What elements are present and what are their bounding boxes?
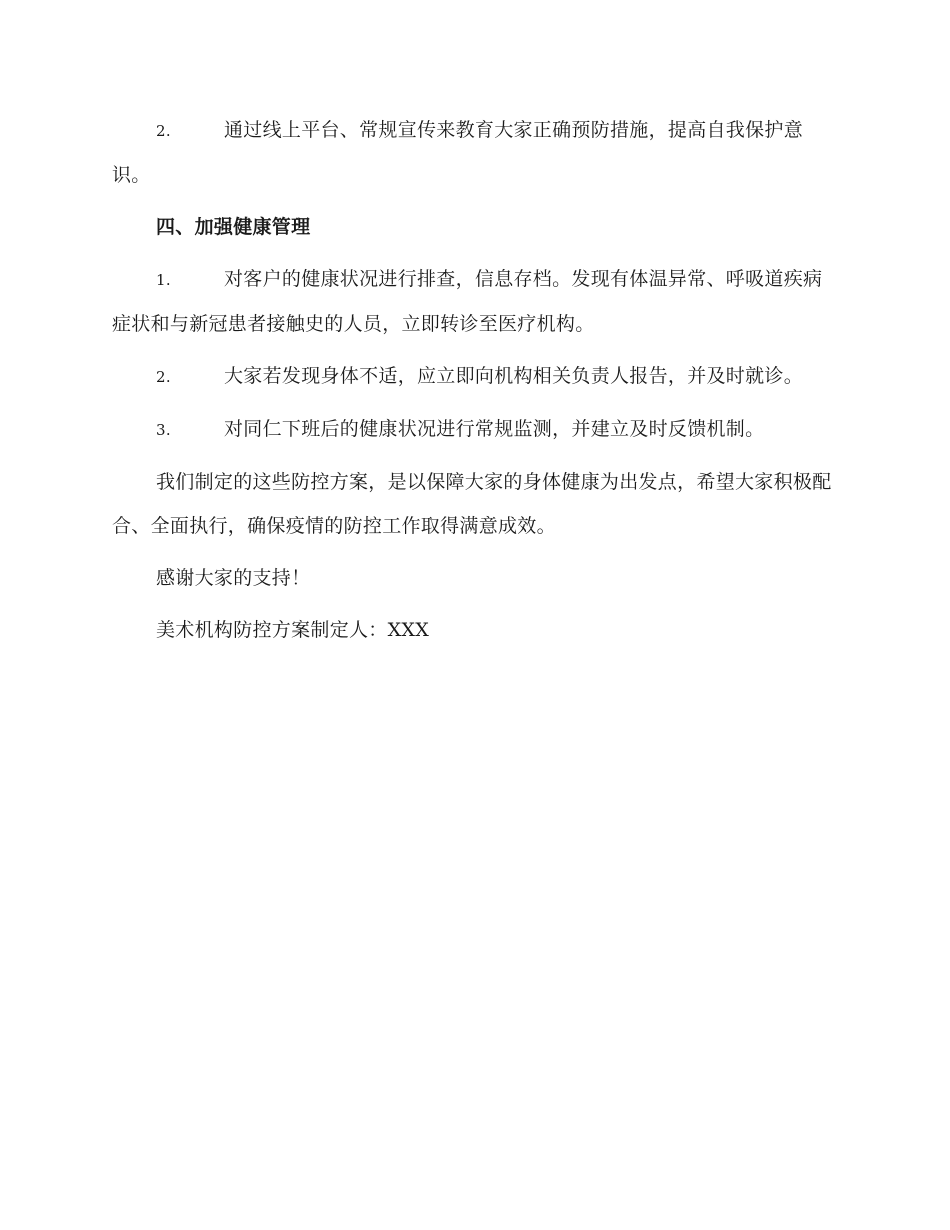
list-item-text: 通过线上平台、常规宣传来教育大家正确预防措施，提高自我保护意识。	[112, 119, 804, 186]
list-item	[112, 354, 836, 399]
list-item-number: 1.	[156, 271, 171, 289]
list-item-text: 对同仁下班后的健康状况进行常规监测，并建立及时反馈机制。	[224, 418, 765, 440]
list-item	[112, 108, 836, 197]
list-item-number: 2.	[156, 122, 171, 140]
author-line: 美术机构防控方案制定人：XXX	[156, 619, 430, 641]
document-body	[112, 108, 836, 660]
list-item-number: 2.	[156, 368, 171, 386]
list-item	[112, 257, 836, 346]
list-item-text: 大家若发现身体不适，应立即向机构相关负责人报告，并及时就诊。	[224, 365, 804, 387]
list-item-text: 对客户的健康状况进行排查，信息存档。发现有体温异常、呼吸道疾病症状和与新冠患者接触史的人员，立即转诊至医疗机构。	[112, 268, 823, 335]
list-item-number: 3.	[156, 421, 171, 439]
closing-paragraph: 我们制定的这些防控方案，是以保障大家的身体健康为出发点，希望大家积极配合、全面执行，确保疫情的防控工作取得满意成效。	[112, 471, 832, 537]
list-item	[112, 407, 836, 452]
section-heading: 四、加强健康管理	[156, 216, 311, 238]
thanks-line: 感谢大家的支持！	[156, 567, 311, 589]
